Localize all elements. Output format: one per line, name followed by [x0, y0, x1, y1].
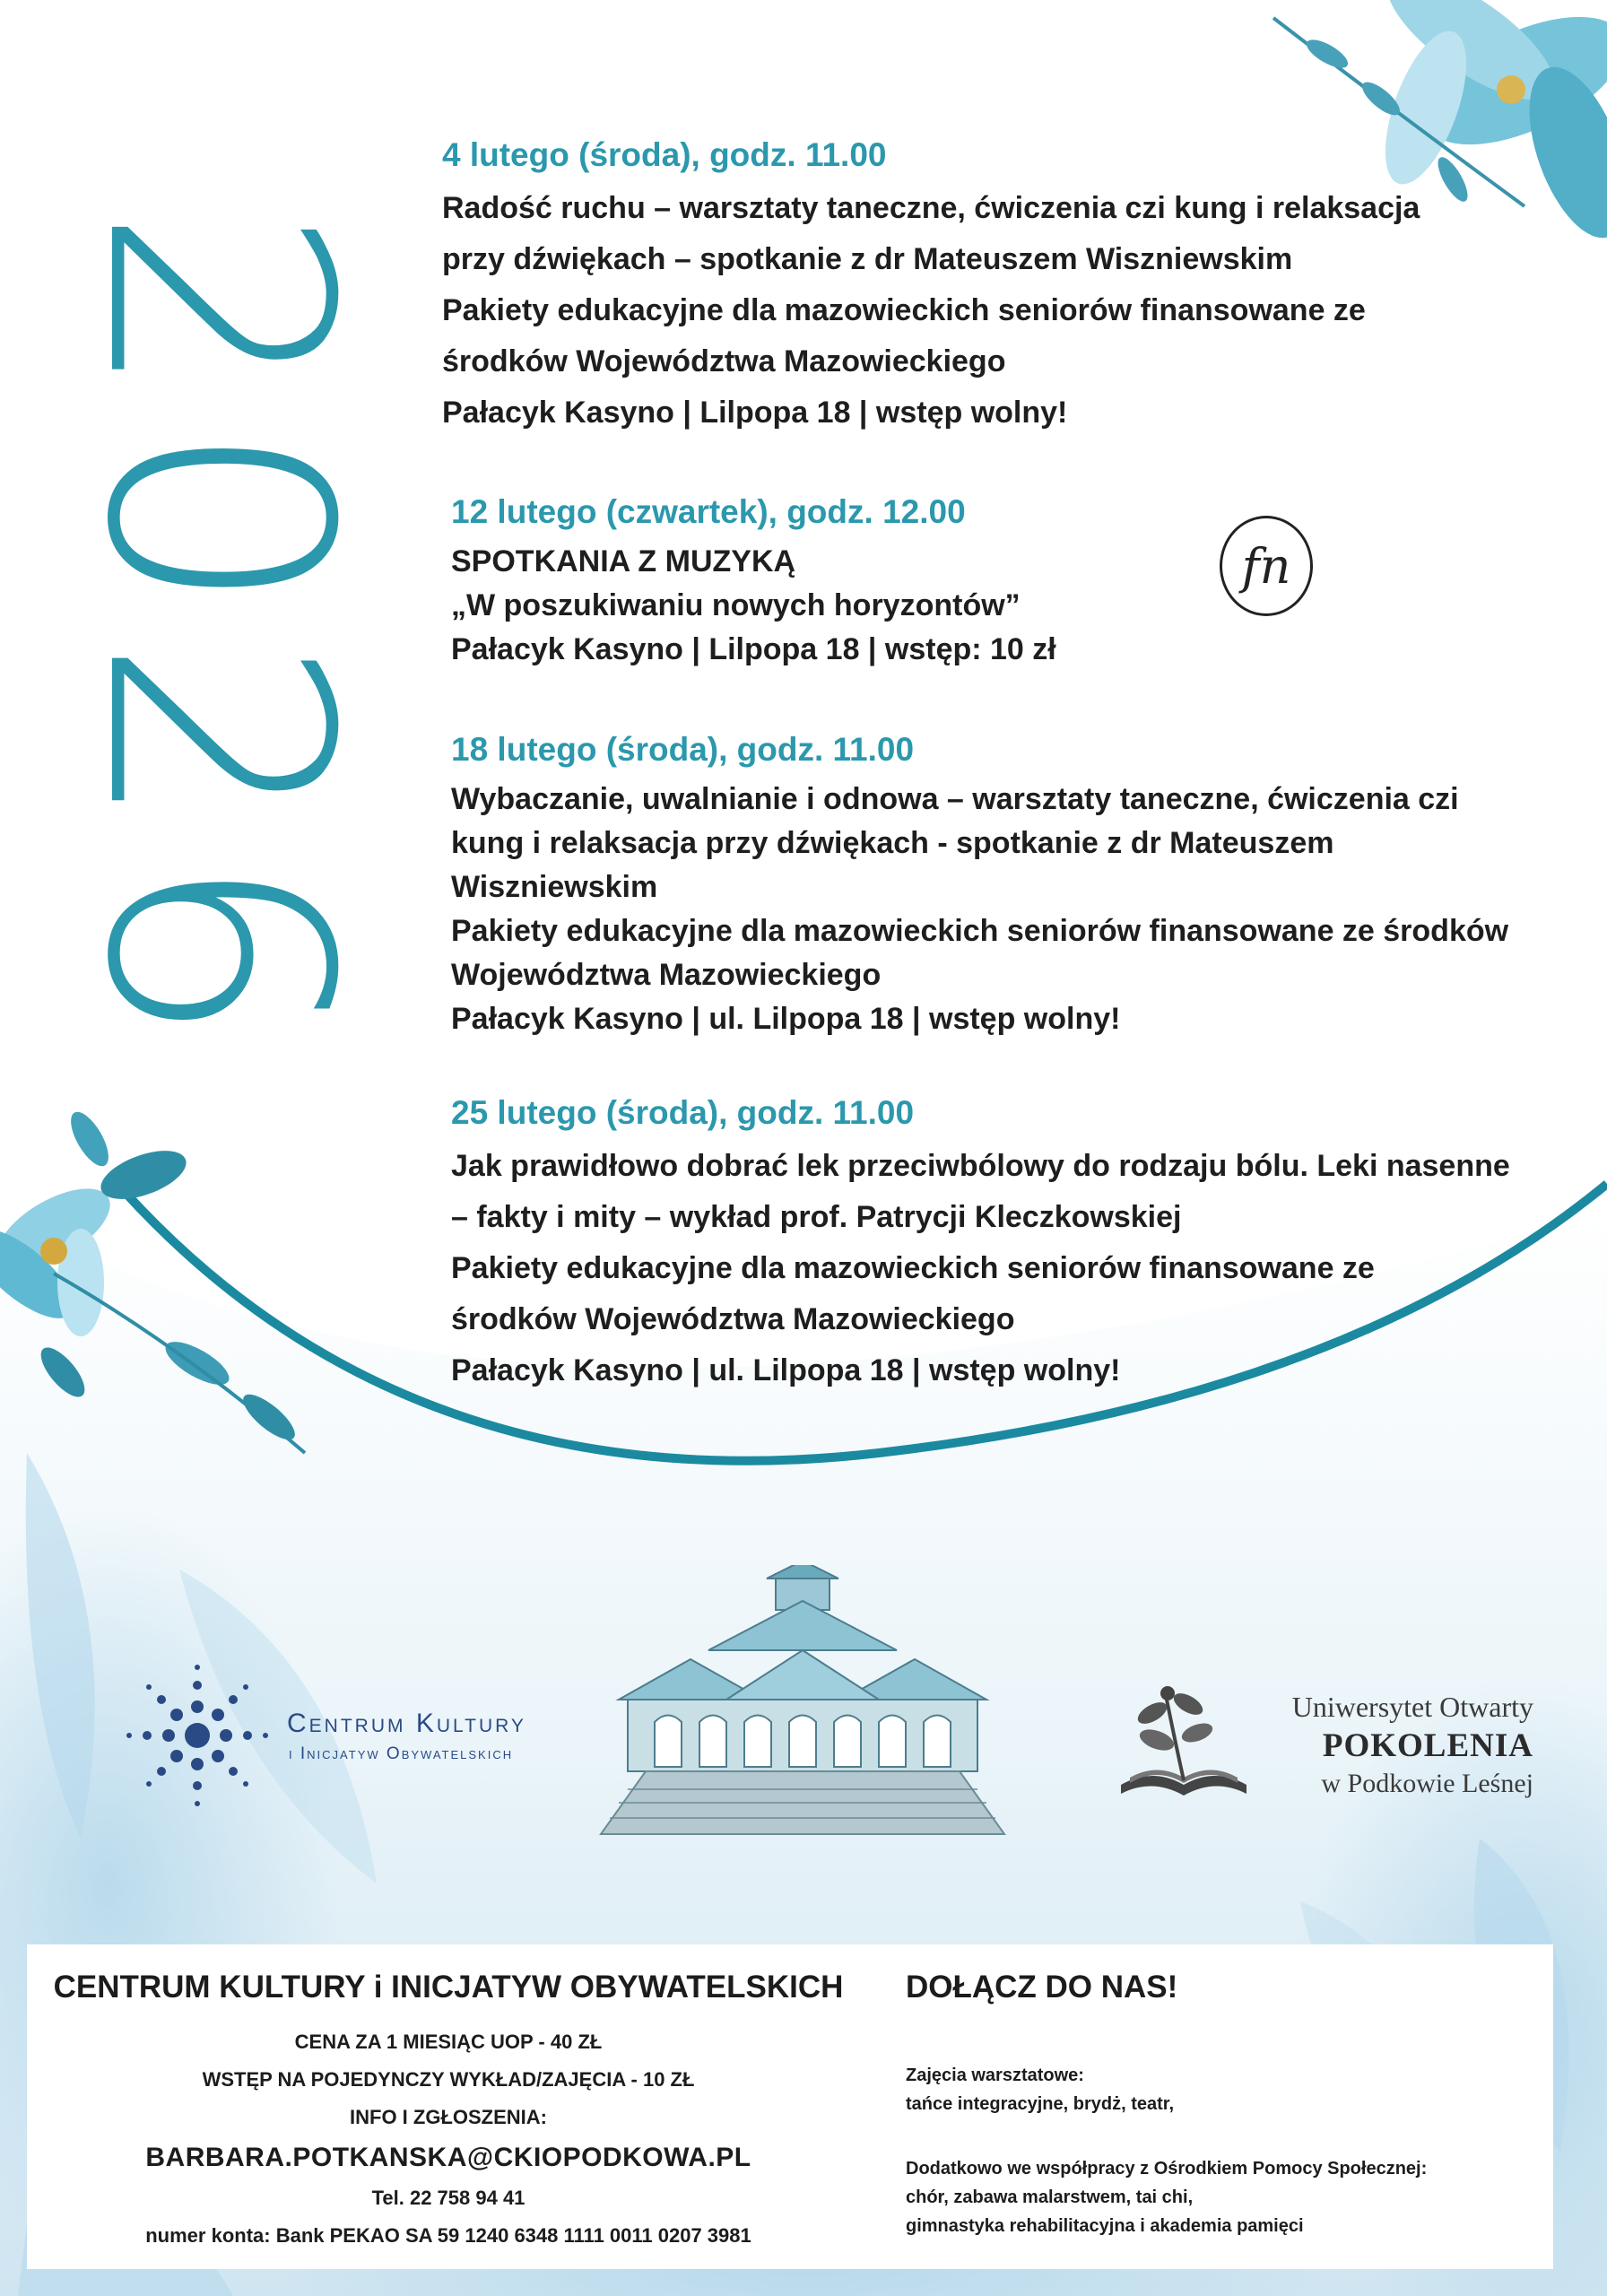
event-line: kung i relaksacja przy dźwiękach - spotkanie z dr Mateuszem	[451, 826, 1334, 860]
event-line: środków Województwa Mazowieckiego	[451, 1302, 1015, 1336]
event-2	[451, 493, 1056, 672]
event-line: Województwa Mazowieckiego	[451, 958, 882, 992]
info-lines	[27, 2023, 870, 2255]
event-line: SPOTKANIA Z MUZYKĄ	[451, 544, 796, 578]
event-line: Pałacyk Kasyno | ul. Lilpopa 18 | wstęp wolny!	[451, 1353, 1121, 1387]
uo-pokolenia-logo	[1112, 1677, 1542, 1812]
info-box	[27, 1944, 1553, 2269]
event-line: Pakiety edukacyjne dla mazowieckich seniorów finansowane ze środków	[451, 914, 1509, 948]
info-column	[27, 1944, 870, 2269]
uo-line3: w Podkowie Leśnej	[1321, 1769, 1533, 1798]
palacyk-kasyno-illustration	[592, 1565, 1013, 1848]
info-label: INFO I ZGŁOSZENIA:	[350, 2106, 547, 2128]
extra-label: Dodatkowo we współpracy z Ośrodkiem Pomocy Społecznej:	[906, 2159, 1428, 2179]
fn-logo: fn	[1220, 516, 1313, 616]
uo-line2: POKOLENIA	[1322, 1727, 1533, 1764]
starburst-icon	[126, 1664, 269, 1807]
year-text: 2026	[39, 205, 395, 1068]
uo-line1: Uniwersytet Otwarty	[1291, 1691, 1533, 1723]
extra-block	[906, 2154, 1533, 2240]
extra-line: gimnastyka rehabilitacyjna i akademia pamięci	[906, 2216, 1304, 2236]
event-line: Wiszniewskim	[451, 870, 658, 904]
workshops-block	[906, 2061, 1533, 2118]
event-line: Jak prawidłowo dobrać lek przeciwbólowy do rodzaju bólu. Leki nasenne	[451, 1149, 1510, 1183]
event-date: 25 lutego (środa), godz. 11.00	[451, 1094, 915, 1131]
event-3	[451, 731, 1508, 1041]
event-line: Pałacyk Kasyno | Lilpopa 18 | wstęp wolny!	[442, 396, 1068, 430]
cko-subname: i Inicjatyw Obywatelskich	[289, 1744, 514, 1763]
event-1	[442, 136, 1420, 439]
email-link[interactable]: BARBARA.POTKANSKA@CKIOPODKOWA.PL	[145, 2143, 751, 2172]
event-line: środków Województwa Mazowieckiego	[442, 344, 1006, 378]
phone-line: Tel. 22 758 94 41	[371, 2187, 526, 2209]
event-date: 18 lutego (środa), godz. 11.00	[451, 731, 915, 768]
entry-line: WSTĘP NA POJEDYNCZY WYKŁAD/ZAJĘCIA - 10 ZŁ	[202, 2068, 695, 2091]
event-line: Wybaczanie, uwalnianie i odnowa – warsztaty taneczne, ćwiczenia czi	[451, 782, 1459, 816]
join-column	[906, 1944, 1533, 2269]
workshops-list: tańce integracyjne, brydż, teatr,	[906, 2094, 1174, 2114]
join-title: DOŁĄCZ DO NAS!	[906, 1970, 1178, 2005]
event-4	[451, 1094, 1510, 1396]
price-line: CENA ZA 1 MIESIĄC UOP - 40 ZŁ	[294, 2031, 603, 2053]
event-line: Pakiety edukacyjne dla mazowieckich seniorów finansowane ze	[451, 1251, 1375, 1285]
event-line: – fakty i mity – wykład prof. Patrycji Kleczkowskiej	[451, 1200, 1182, 1234]
workshops-label: Zajęcia warsztatowe:	[906, 2066, 1084, 2085]
event-line: „W poszukiwaniu nowych horyzontów”	[451, 588, 1021, 622]
book-plant-icon	[1112, 1677, 1255, 1803]
account-line: numer konta: Bank PEKAO SA 59 1240 6348 1111 0011 0207 3981	[145, 2224, 751, 2247]
year-vertical	[39, 99, 395, 1175]
event-line: Pałacyk Kasyno | Lilpopa 18 | wstęp: 10 zł	[451, 632, 1056, 666]
event-line: Pałacyk Kasyno | ul. Lilpopa 18 | wstęp wolny!	[451, 1002, 1121, 1036]
event-line: Radość ruchu – warsztaty taneczne, ćwiczenia czi kung i relaksacja	[442, 191, 1420, 225]
cko-logo	[126, 1664, 574, 1807]
event-line: Pakiety edukacyjne dla mazowieckich seniorów finansowane ze	[442, 293, 1366, 327]
event-date: 12 lutego (czwartek), godz. 12.00	[451, 493, 966, 530]
info-title: CENTRUM KULTURY i INICJATYW OBYWATELSKICH	[53, 1970, 844, 2005]
event-line: przy dźwiękach – spotkanie z dr Mateuszem Wiszniewskim	[442, 242, 1293, 276]
extra-line: chór, zabawa malarstwem, tai chi,	[906, 2187, 1194, 2207]
cko-name: Centrum Kultury	[287, 1709, 526, 1738]
event-date: 4 lutego (środa), godz. 11.00	[442, 136, 887, 173]
